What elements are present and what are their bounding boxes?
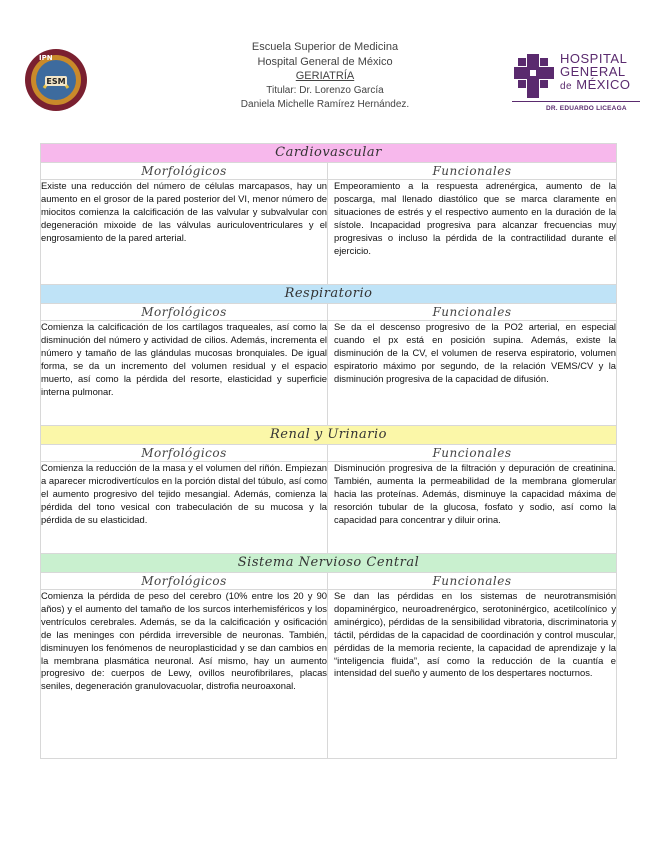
column-header-morfologicos: Morfológicos xyxy=(41,573,328,590)
column-header-morfologicos: Morfológicos xyxy=(41,163,328,180)
hospital-cross-icon xyxy=(512,52,556,100)
student-name: Daniela Michelle Ramírez Hernández. xyxy=(240,99,410,110)
titular-name: Titular: Dr. Lorenzo García xyxy=(266,84,384,96)
hospital-logo-subtitle: DR. EDUARDO LICEAGA xyxy=(546,105,627,112)
column-header-funcionales: Funcionales xyxy=(328,163,617,180)
resp-funcionales-text: Se da el descenso progresivo de la PO2 arterial, en especial cuando el px está en posición supina. Además, existe la disminución de la CV, el volumen de reserva espiratorio, volumen espiratorio máximo por segundo, de la relación VEMS/CV y la disminución progresiva de la capacidad de difusión. xyxy=(328,321,617,426)
column-header-funcionales: Funcionales xyxy=(328,573,617,590)
document-header xyxy=(0,36,655,136)
cardio-funcionales-text: Empeoramiento a la respuesta adrenérgica, aumento de la poscarga, mal llenado diastólico que se marca claramente en situaciones de estrés y el respectivo aumento en la duración de la sístole. Incapacidad progresiva para alcanzar frecuencias muy progresivas o incluso la pérdida de la contractilidad durante el ejercicio. xyxy=(328,180,617,285)
hospital-logo-text: HOSPITAL GENERAL de MÉXICO xyxy=(560,51,631,92)
hospital-logo xyxy=(512,52,642,122)
section-title-renal: Renal y Urinario xyxy=(41,426,617,445)
header-lines xyxy=(170,40,480,113)
esm-logo xyxy=(24,48,88,112)
section-title-cardiovascular: Cardiovascular xyxy=(41,144,617,163)
hospital-name: Hospital General de México xyxy=(257,55,393,68)
column-header-morfologicos: Morfológicos xyxy=(41,304,328,321)
snc-funcionales-text: Se dan las pérdidas en los sistemas de neurotransmisión dopaminérgico, neuroadrenérgico, serotoninérgico, acetilcolínico y aminérgico), pérdidas de la sensibilidad vibratoria, discriminatoria y táctil, pérdidas de la capacidad de coordinación y control muscular, pérdidas de la memoria reciente, la capacidad de aprendizaje y la “inteligencia fluida”, así como la reducción de la cuantía e intensidad del sueño y aumento de los despertares nocturnos. xyxy=(328,590,617,759)
section-title-snc: Sistema Nervioso Central xyxy=(41,554,617,573)
column-header-funcionales: Funcionales xyxy=(328,304,617,321)
comparison-table xyxy=(40,143,617,759)
cardio-morfologicos-text: Existe una reducción del número de células marcapasos, hay un aumento en el grosor de la pared posterior del VI, menor número de miocitos comienza la calcificación de las valvular y subvalvular con degeneración mixoide de las válvulas auriculoventriculares y el engrosamiento de la pared arterial. xyxy=(41,180,328,285)
column-header-morfologicos: Morfológicos xyxy=(41,445,328,462)
renal-morfologicos-text: Comienza la reducción de la masa y el volumen del riñón. Empiezan a aparecer microdivertículos en la porción distal del túbulo, así como el aumento progresivo del tejido mesangial. Además, comienza la pérdida del tono vesical con trabeculación de su mucosa y la pérdida de su elasticidad. xyxy=(41,462,328,554)
svg-text:IPN: IPN xyxy=(39,54,53,62)
section-title-respiratorio: Respiratorio xyxy=(41,285,617,304)
resp-morfologicos-text: Comienza la calcificación de los cartílagos traqueales, así como la disminución del número y actividad de cilios. Además, incrementa el número y tamaño de las glándulas mucosas bronquiales. De igual forma, se da un incremento del volumen residual y el espacio muerto, así como la pérdida del resorte, elasticidad y superficie interna pulmonar. xyxy=(41,321,328,426)
school-name: Escuela Superior de Medicina xyxy=(251,41,399,53)
subject-title: GERIATRÍA xyxy=(295,70,355,82)
svg-text:ESM: ESM xyxy=(46,77,66,86)
hospital-logo-rule xyxy=(512,101,640,102)
column-header-funcionales: Funcionales xyxy=(328,445,617,462)
snc-morfologicos-text: Comienza la pérdida de peso del cerebro (10% entre los 20 y 90 años) y el aumento del tamaño de los surcos interhemisféricos y los ventrículos cerebrales. Además, se da la calcificación y osificación de las meninges con pérdida irreversible de neuronas. También, disminuyen los fenómenos de neuroplasticidad y se dan cambios en la membrana plasmática neuronal. Así mismo, hay un aumento progresivo de: cuerpos de Lewy, ovillos neurofibrilares, placas seniles, degeneración granulovacuolar, distrofia neuroaxonal. xyxy=(41,590,328,759)
renal-funcionales-text: Disminución progresiva de la filtración y depuración de creatinina. También, aumenta la permeabilidad de la membrana glomerular hacia las proteínas. Además, disminuye la capacidad máxima de resorción tubular de la glucosa, fosfato y sodio, así como la capacidad para concentrar y diluir orina. xyxy=(328,462,617,554)
